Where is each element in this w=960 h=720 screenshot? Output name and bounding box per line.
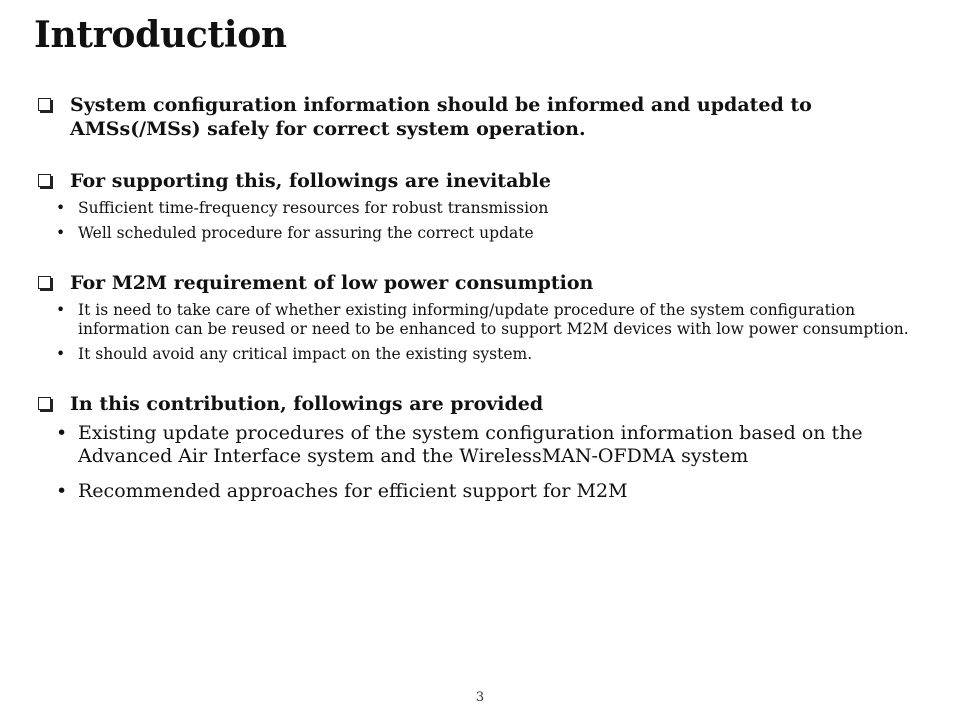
list-item (36, 345, 916, 364)
sub-bullet-list (36, 199, 916, 243)
list-item-text: Existing update procedures of the system configuration information based on the Advanced Air Interface system and the WirelessMAN-OFDMA system (78, 422, 863, 467)
section-heading: For M2M requirement of low power consumption (70, 272, 594, 295)
bullet-dot-icon: • (56, 224, 66, 243)
list-item-text: Well scheduled procedure for assuring the correct update (78, 224, 534, 243)
list-item (36, 224, 916, 243)
page-number: 3 (475, 690, 485, 705)
sub-bullet-list (36, 301, 916, 364)
bullet-dot-icon: • (56, 199, 66, 218)
bullet-dot-icon: • (56, 479, 68, 502)
slide-title: Introduction (34, 14, 287, 56)
section-system-configuration (36, 93, 916, 141)
section-heading: In this contribution, followings are provided (70, 393, 544, 416)
section-supporting (36, 169, 916, 243)
section-m2m-requirement (36, 271, 916, 364)
checkbox-bullet-icon (38, 174, 51, 187)
list-item-text: Sufficient time-frequency resources for robust transmission (78, 199, 549, 218)
bullet-dot-icon: • (56, 301, 66, 320)
section-heading: For supporting this, followings are inevitable (70, 170, 551, 193)
slide-content (36, 93, 916, 531)
checkbox-bullet-icon (38, 276, 51, 289)
list-item (36, 422, 916, 468)
list-item (36, 301, 916, 339)
list-item-text: It is need to take care of whether existing informing/update procedure of the system configuration information can be reused or need to be enhanced to support M2M devices with low power consumption. (78, 301, 909, 339)
list-item-text: It should avoid any critical impact on the existing system. (78, 345, 533, 364)
section-contribution (36, 392, 916, 503)
checkbox-bullet-icon (38, 397, 51, 410)
bullet-dot-icon: • (56, 422, 68, 445)
list-item (36, 199, 916, 218)
list-item-text: Recommended approaches for efficient support for M2M (78, 479, 628, 502)
section-heading: System configuration information should be informed and updated to AMSs(/MSs) safely for correct system operation. (70, 94, 812, 141)
checkbox-bullet-icon (38, 98, 51, 111)
sub-bullet-list (36, 422, 916, 502)
list-item (36, 480, 916, 503)
bullet-dot-icon: • (56, 345, 66, 364)
